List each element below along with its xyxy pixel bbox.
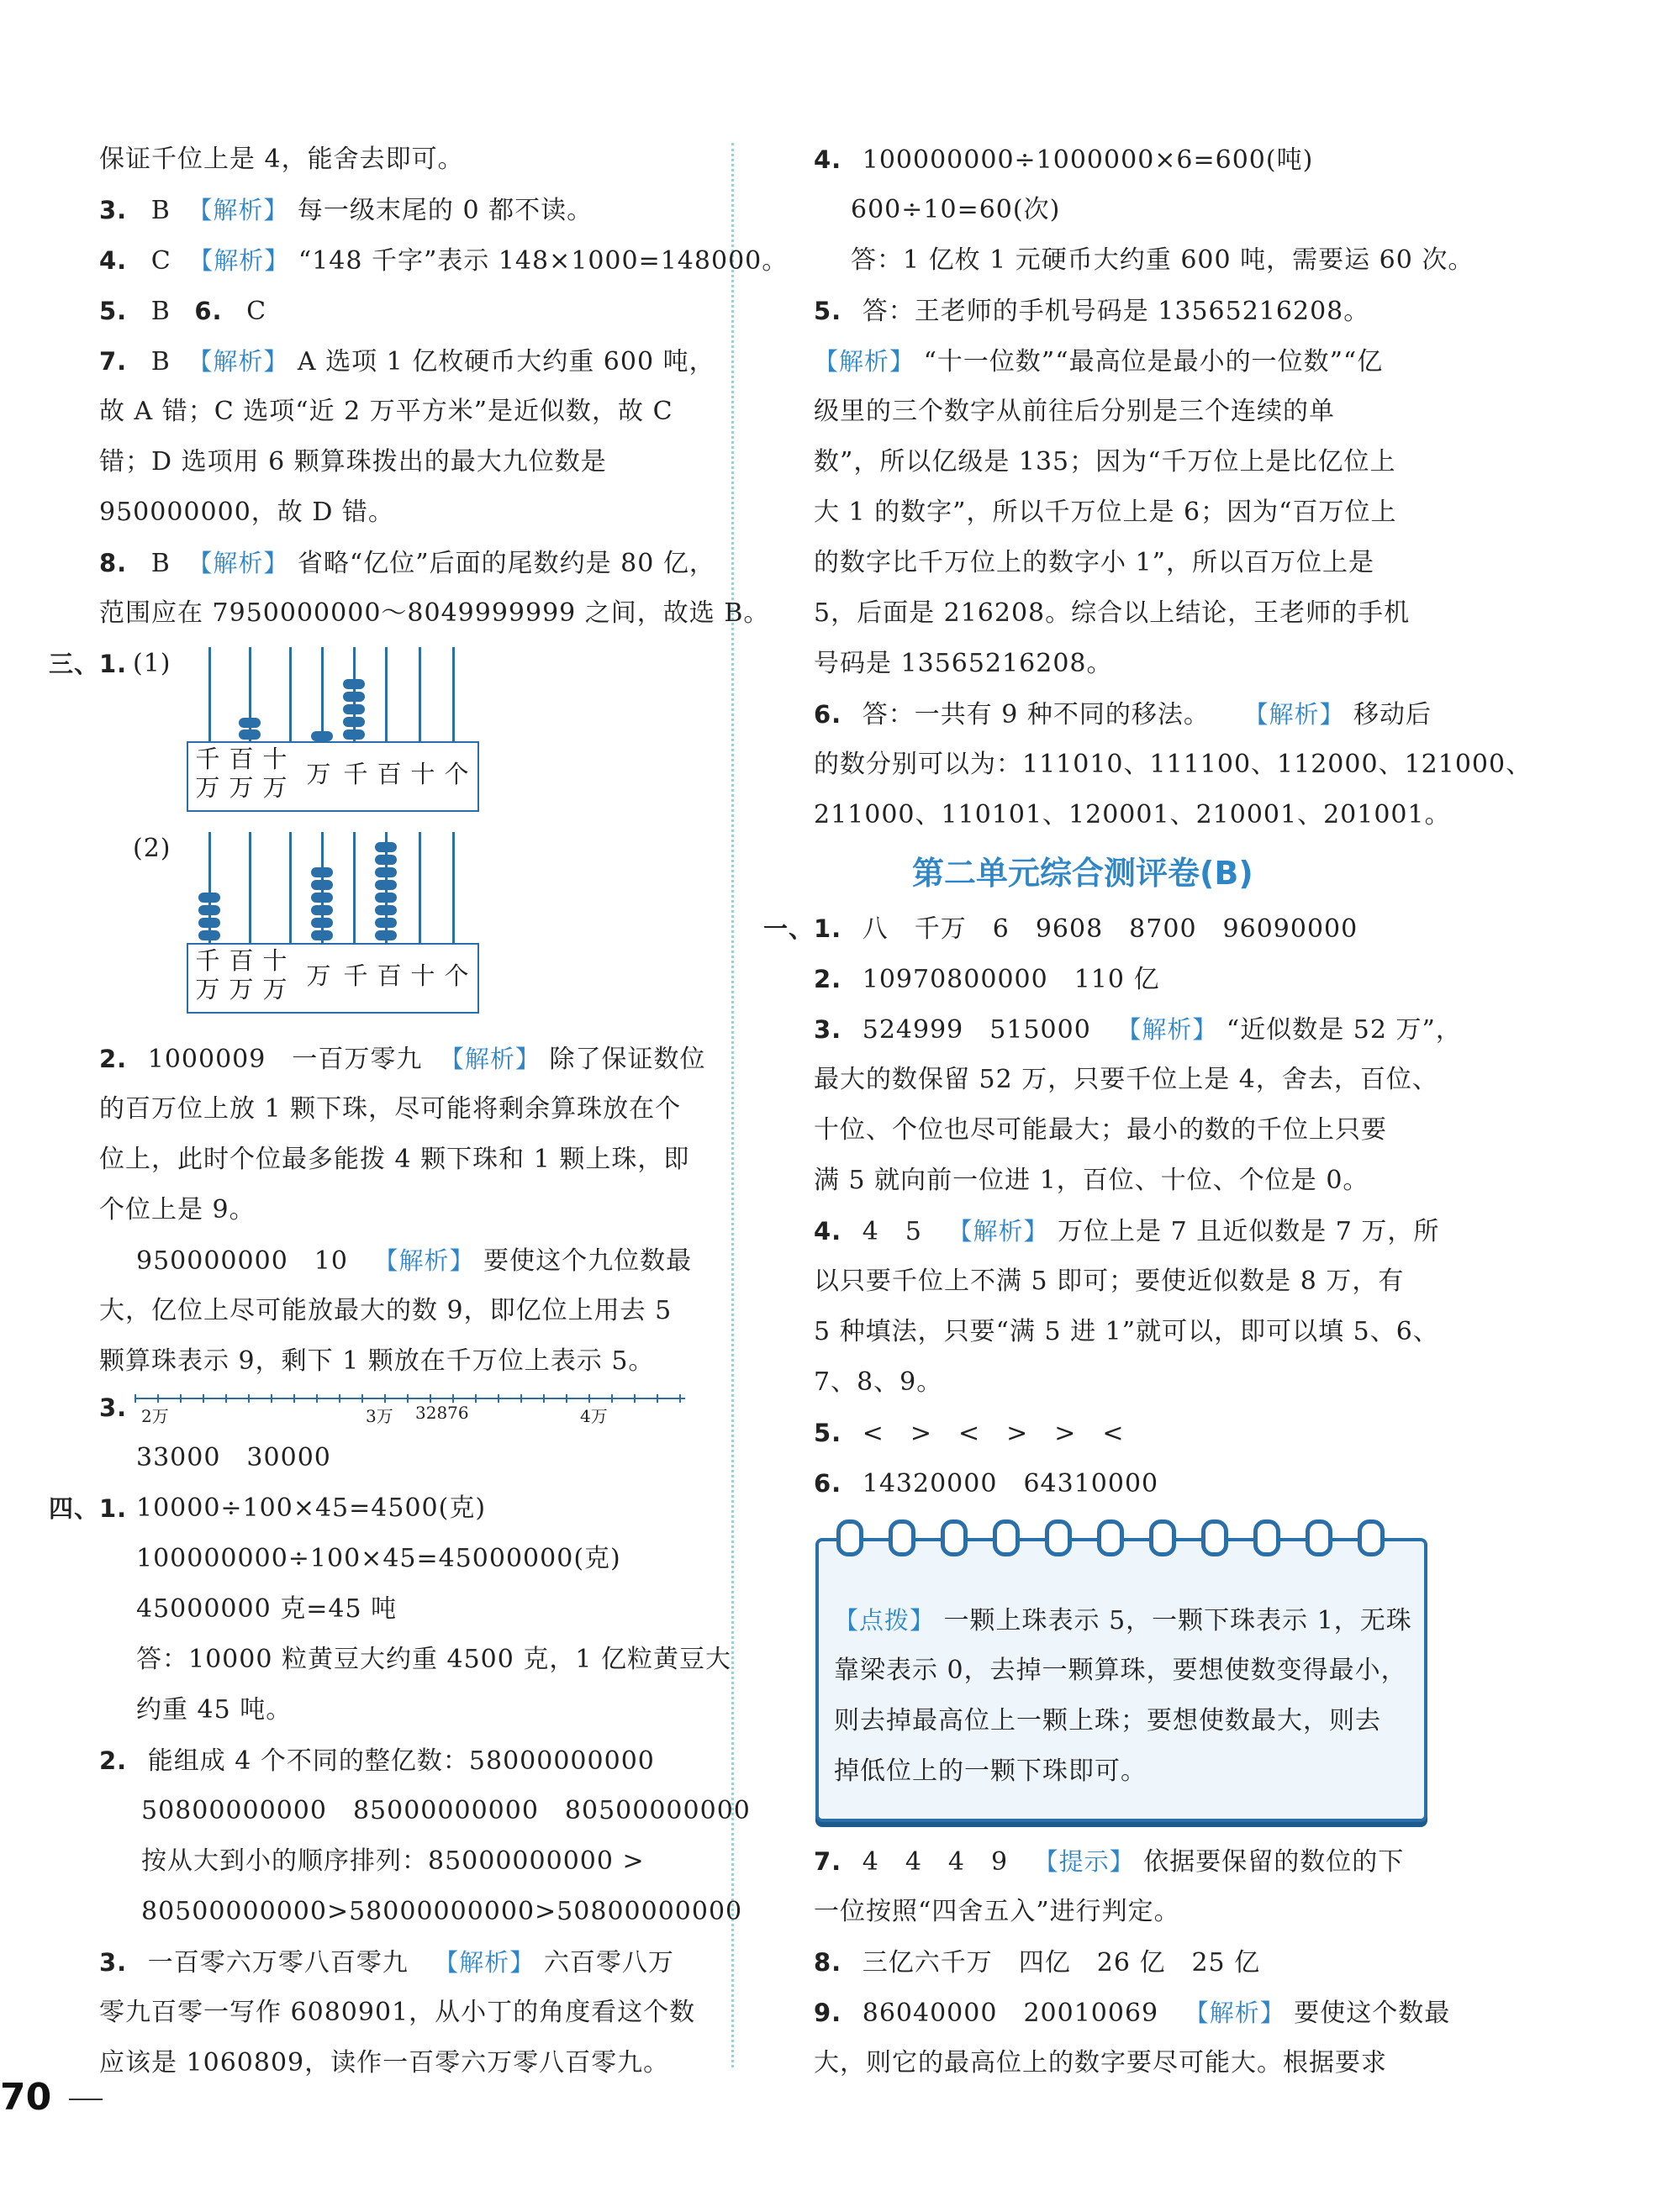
text-line: 以只要千位上不满 5 即可；要使近似数是 8 万，有 bbox=[814, 1267, 1405, 1296]
number-line-tick bbox=[157, 1394, 159, 1403]
tip-text: 则去掉最高位上一颗上珠；要想使数最大，则去 bbox=[834, 1706, 1381, 1735]
page-number-rule bbox=[69, 2099, 103, 2100]
abacus-bead bbox=[343, 704, 365, 714]
answer-1-5 bbox=[814, 1416, 1125, 1451]
text-line: 80500000000>58000000000>50800000000 bbox=[141, 1897, 743, 1926]
text-line: 的数分别可以为：111010、111100、112000、121000、 bbox=[814, 750, 1532, 779]
answer-1-4 bbox=[814, 1214, 1439, 1249]
answer-value: < > < > > < bbox=[862, 1419, 1125, 1448]
binding-ring bbox=[1358, 1519, 1385, 1556]
label-ge: 个 bbox=[444, 760, 469, 788]
section-1-label: 一、1. bbox=[763, 914, 842, 943]
answer-text: 八 千万 6 9608 8700 96090000 bbox=[862, 914, 1358, 944]
answer-explanation: 除了保证数位 bbox=[549, 1045, 706, 1074]
answer-1-6 bbox=[814, 1467, 1158, 1501]
part-label: (1) bbox=[133, 649, 171, 678]
abacus-rod bbox=[289, 832, 292, 950]
analysis-tag: 【解析】 bbox=[814, 347, 915, 376]
answer-1-8 bbox=[814, 1946, 1260, 1980]
abacus-2 bbox=[187, 832, 479, 1025]
binding-ring bbox=[1306, 1519, 1332, 1556]
number-line-tick bbox=[657, 1394, 658, 1403]
text-line: 号码是 13565216208。 bbox=[814, 649, 1113, 678]
text-line: 211000、110101、120001、210001、201001。 bbox=[814, 800, 1451, 830]
question-number: 3. bbox=[99, 1948, 128, 1977]
text-line: 5，后面是 216208。综合以上结论，王老师的手机 bbox=[814, 598, 1411, 628]
analysis-tag: 【解析】 bbox=[188, 246, 290, 275]
number-line-tick bbox=[452, 1394, 454, 1403]
answer-value: 86040000 20010069 bbox=[862, 1999, 1159, 2028]
number-line-tick bbox=[361, 1394, 363, 1403]
answer-text: 10970800000 110 亿 bbox=[862, 965, 1160, 994]
number-line-tick bbox=[384, 1394, 386, 1403]
analysis-tag: 【解析】 bbox=[947, 1217, 1049, 1246]
text-line: 位上，此时个位最多能拨 4 颗下珠和 1 颗上珠，即 bbox=[99, 1145, 690, 1174]
answer-value: 三亿六千万 四亿 26 亿 25 亿 bbox=[862, 1948, 1261, 1978]
label-shiwan: 十万 bbox=[262, 745, 288, 802]
answer-value: C bbox=[246, 297, 267, 326]
answer-1-7 bbox=[814, 1845, 1404, 1879]
abacus-rod bbox=[249, 832, 251, 950]
label-qianwan: 千万 bbox=[195, 745, 220, 802]
abacus-bead bbox=[375, 880, 397, 890]
number-line-tick bbox=[430, 1394, 431, 1403]
text-line: 950000000，故 D 错。 bbox=[99, 498, 394, 527]
number-line-tick bbox=[225, 1394, 227, 1403]
abacus-rod bbox=[452, 647, 455, 748]
answer-explanation: 省略“亿位”后面的尾数约是 80 亿， bbox=[297, 549, 715, 578]
answer-7 bbox=[99, 345, 715, 379]
question-number: 7. bbox=[814, 1847, 842, 1876]
answer-3-2b bbox=[136, 1244, 692, 1278]
section-4-label: 四、1. bbox=[49, 1494, 128, 1523]
number-line-tick bbox=[475, 1394, 477, 1403]
tip-text: 靠梁表示 0，去掉一颗算珠，要想使数变得最小， bbox=[834, 1656, 1407, 1685]
abacus-bead bbox=[311, 918, 333, 928]
abacus-bead bbox=[343, 717, 365, 727]
number-line-tick bbox=[135, 1394, 136, 1403]
number-line-label: 4万 bbox=[580, 1406, 608, 1426]
analysis-line bbox=[814, 345, 1383, 379]
answer-explanation: 依据要保留的数位的下 bbox=[1143, 1847, 1405, 1877]
abacus-rod bbox=[419, 832, 421, 950]
number-line-tick bbox=[203, 1394, 204, 1403]
text-line: 50800000000 85000000000 80500000000 bbox=[141, 1796, 751, 1825]
answer-value: 14320000 64310000 bbox=[862, 1469, 1159, 1498]
abacus-rod bbox=[208, 647, 211, 748]
question-number: 3. bbox=[99, 1393, 128, 1422]
text-line: 一位按照“四舍五入”进行判定。 bbox=[814, 1897, 1180, 1926]
binding-ring bbox=[993, 1519, 1020, 1556]
text-line: 十位、个位也尽可能最大；最小的数的千位上只要 bbox=[814, 1115, 1387, 1145]
answer-explanation: 万位上是 7 且近似数是 7 万，所 bbox=[1058, 1217, 1440, 1246]
section-3-label: 三、1. bbox=[49, 650, 128, 678]
tip-text: 掉低位上的一颗下珠即可。 bbox=[834, 1756, 1147, 1786]
abacus-bead bbox=[311, 893, 333, 903]
column-divider bbox=[731, 143, 734, 2067]
answer-value: 4 4 4 9 bbox=[862, 1847, 1009, 1877]
answer-value: 一百零六万零八百零九 bbox=[147, 1948, 409, 1978]
abacus-bead bbox=[239, 729, 261, 740]
label-bai: 百 bbox=[377, 760, 402, 788]
text-line: 最大的数保留 52 万，只要千位上是 4，舍去，百位、 bbox=[814, 1065, 1438, 1094]
question-number: 2. bbox=[99, 1746, 128, 1775]
number-line-tick bbox=[543, 1394, 545, 1403]
label-wan: 万 bbox=[306, 961, 331, 990]
text-line: 数”，所以亿级是 135；因为“千万位上是比亿位上 bbox=[814, 447, 1396, 477]
abacus-bead bbox=[343, 729, 365, 740]
answer-1-2 bbox=[814, 962, 1160, 997]
number-line-tick bbox=[293, 1394, 295, 1403]
answer-text: 答：王老师的手机号码是 13565216208。 bbox=[862, 297, 1370, 326]
label-ge: 个 bbox=[444, 961, 469, 990]
answer-value: B bbox=[150, 549, 171, 578]
text-line: 应该是 1060809，读作一百零六万零八百零九。 bbox=[99, 2048, 670, 2078]
question-number: 4. bbox=[99, 246, 128, 275]
analysis-tag: 【解析】 bbox=[1243, 700, 1345, 729]
answer-value: 524999 515000 bbox=[862, 1015, 1091, 1045]
text-line: 颗算珠表示 9，剩下 1 颗放在千万位上表示 5。 bbox=[99, 1346, 655, 1376]
text-line: 大，则它的最高位上的数字要尽可能大。根据要求 bbox=[814, 2048, 1387, 2078]
question-number: 5. bbox=[814, 1419, 842, 1447]
question-number: 8. bbox=[814, 1948, 842, 1977]
abacus-rod bbox=[385, 647, 388, 748]
abacus-bead bbox=[375, 930, 397, 940]
question-number: 3. bbox=[814, 1015, 842, 1044]
question-number: 8. bbox=[99, 549, 128, 577]
answer-explanation: 要使这个九位数最 bbox=[483, 1246, 693, 1276]
question-number: 7. bbox=[99, 347, 128, 376]
answer-explanation: 每一级末尾的 0 都不读。 bbox=[297, 196, 593, 225]
answer-4-2 bbox=[99, 1744, 655, 1778]
text-line: 个位上是 9。 bbox=[99, 1195, 256, 1224]
abacus-bead bbox=[375, 842, 397, 852]
text-line: 约重 45 吨。 bbox=[136, 1695, 293, 1725]
abacus-bead bbox=[375, 905, 397, 915]
number-line-tick bbox=[407, 1394, 409, 1403]
answer-value: 950000000 10 bbox=[136, 1246, 348, 1276]
abacus-bead bbox=[198, 893, 220, 903]
answer-value: C bbox=[150, 246, 171, 276]
text-line: 大 1 的数字”，所以千万位上是 6；因为“百万位上 bbox=[814, 498, 1397, 527]
text-line: 45000000 克=45 吨 bbox=[136, 1594, 398, 1624]
binding-ring bbox=[1097, 1519, 1124, 1556]
answer-4-3 bbox=[99, 1946, 674, 1980]
answer-text: 答：一共有 9 种不同的移法。 bbox=[862, 700, 1210, 729]
answer-value: B bbox=[150, 297, 171, 326]
answer-text: 能组成 4 个不同的整亿数：58000000000 bbox=[147, 1746, 655, 1776]
text-line: 的数字比千万位上的数字小 1”，所以百万位上是 bbox=[814, 548, 1374, 577]
part-label: (2) bbox=[133, 834, 171, 863]
question-number: 9. bbox=[814, 1999, 842, 2027]
text-line: 100000000÷100×45=45000000(克) bbox=[136, 1544, 621, 1573]
question-number: 4. bbox=[814, 145, 842, 174]
answer-explanation: “十一位数”“最高位是最小的一位数”“亿 bbox=[923, 347, 1384, 377]
number-line-tick bbox=[248, 1394, 250, 1403]
text-line: 满 5 就向前一位进 1，百位、十位、个位是 0。 bbox=[814, 1166, 1369, 1195]
answer-3-2 bbox=[99, 1042, 705, 1077]
analysis-tag: 【解析】 bbox=[439, 1045, 541, 1073]
tip-line bbox=[834, 1604, 1412, 1638]
analysis-tag: 【解析】 bbox=[187, 347, 289, 376]
number-line-tick bbox=[339, 1394, 340, 1403]
analysis-tag: 【解析】 bbox=[373, 1246, 475, 1275]
answer-3 bbox=[99, 193, 593, 228]
answer-explanation: A 选项 1 亿枚硬币大约重 600 吨， bbox=[297, 347, 715, 377]
analysis-tag: 【解析】 bbox=[434, 1948, 535, 1977]
answer-explanation: “148 千字”表示 148×1000=148000。 bbox=[298, 246, 789, 276]
answer-value: B bbox=[150, 196, 171, 225]
question-number: 6. bbox=[814, 1469, 842, 1498]
question-number: 5. bbox=[99, 297, 128, 325]
question-number: 6. bbox=[194, 297, 223, 325]
abacus-rod bbox=[353, 832, 356, 950]
text-line: 范围应在 7950000000～8049999999 之间，故选 B。 bbox=[99, 598, 770, 628]
answer-explanation: 要使这个数最 bbox=[1294, 1999, 1451, 2028]
question-number: 4. bbox=[814, 1217, 842, 1246]
abacus-bead bbox=[198, 905, 220, 915]
binding-ring bbox=[1253, 1519, 1280, 1556]
tip-tag: 【点拨】 bbox=[834, 1606, 936, 1635]
text-line: 零九百零一写作 6080901，从小丁的角度看这个数 bbox=[99, 1998, 696, 2027]
abacus-bead bbox=[311, 930, 333, 940]
label-shi: 十 bbox=[410, 961, 435, 990]
label-bai: 百 bbox=[377, 961, 402, 990]
label-qian: 千 bbox=[343, 961, 368, 990]
label-qian: 千 bbox=[343, 760, 368, 788]
question-number: 2. bbox=[99, 1045, 128, 1073]
number-line-value: 32876 bbox=[415, 1403, 469, 1423]
answer-1-3 bbox=[814, 1013, 1462, 1047]
text-line: 答：10000 粒黄豆大约重 4500 克，1 亿粒黄豆大 bbox=[136, 1645, 732, 1674]
label-qianwan: 千万 bbox=[195, 946, 220, 1003]
number-line bbox=[135, 1398, 685, 1426]
analysis-tag: 【解析】 bbox=[187, 549, 289, 577]
binding-ring bbox=[836, 1519, 863, 1556]
answer-5 bbox=[814, 294, 1369, 329]
text-line: 7、8、9。 bbox=[814, 1367, 943, 1397]
abacus-bead bbox=[239, 718, 261, 728]
answer-8 bbox=[99, 546, 715, 581]
abacus-bead bbox=[375, 893, 397, 903]
answer-explanation: 移动后 bbox=[1353, 700, 1432, 729]
label-baiwan: 百万 bbox=[229, 745, 254, 802]
tip-text: 一颗上珠表示 5，一颗下珠表示 1，无珠 bbox=[943, 1606, 1412, 1635]
label-wan: 万 bbox=[306, 760, 331, 788]
abacus-rod bbox=[419, 647, 421, 748]
abacus-bead bbox=[311, 880, 333, 890]
analysis-tag: 【解析】 bbox=[1184, 1999, 1285, 2027]
text-line: 答：1 亿枚 1 元硬币大约重 600 吨，需要运 60 次。 bbox=[851, 245, 1474, 275]
answer-value: 1000009 一百万零九 bbox=[147, 1045, 423, 1074]
answer-6 bbox=[814, 698, 1432, 732]
question-number: 3. bbox=[99, 196, 128, 224]
abacus-rod bbox=[452, 832, 455, 950]
text-line: 大，亿位上尽可能放最大的数 9，即亿位上用去 5 bbox=[99, 1296, 673, 1325]
analysis-tag: 【解析】 bbox=[1116, 1015, 1218, 1044]
binding-ring bbox=[1201, 1519, 1228, 1556]
question-number: 5. bbox=[814, 297, 842, 325]
text-line: 的百万位上放 1 颗下珠，尽可能将剩余算珠放在个 bbox=[99, 1094, 682, 1124]
binding-ring bbox=[941, 1519, 968, 1556]
number-line-tick bbox=[611, 1394, 613, 1403]
answer-4 bbox=[99, 244, 788, 278]
question-number: 6. bbox=[814, 700, 842, 729]
binding-ring bbox=[889, 1519, 915, 1556]
number-line-tick bbox=[566, 1394, 567, 1403]
answer-value: 4 5 bbox=[862, 1217, 922, 1246]
section-title: 第二单元综合测评卷(B) bbox=[912, 855, 1253, 892]
text-line: 10000÷100×45=4500(克) bbox=[136, 1493, 487, 1523]
abacus-bead bbox=[311, 905, 333, 915]
answer-explanation: 六百零八万 bbox=[543, 1948, 674, 1978]
number-line-tick bbox=[634, 1394, 636, 1403]
abacus-bead bbox=[198, 918, 220, 928]
abacus-bead bbox=[343, 692, 365, 702]
abacus-rod bbox=[289, 647, 292, 748]
abacus-bead bbox=[311, 867, 333, 877]
abacus-1 bbox=[187, 647, 479, 815]
page-number: 70 bbox=[0, 2076, 52, 2119]
number-line-tick bbox=[679, 1394, 681, 1403]
abacus-bead bbox=[343, 679, 365, 689]
answer-explanation: “近似数是 52 万”， bbox=[1226, 1015, 1462, 1045]
answer-1-9 bbox=[814, 1996, 1450, 2030]
label-shi: 十 bbox=[410, 760, 435, 788]
label-baiwan: 百万 bbox=[229, 946, 254, 1003]
label-shiwan: 十万 bbox=[262, 946, 288, 1003]
abacus-bead bbox=[375, 918, 397, 928]
number-line-tick bbox=[498, 1394, 499, 1403]
text-line: 级里的三个数字从前往后分别是三个连续的单 bbox=[814, 397, 1335, 426]
text-line: 错；D 选项用 6 颗算珠拨出的最大九位数是 bbox=[99, 447, 607, 477]
question-number: 2. bbox=[814, 965, 842, 993]
number-line-tick bbox=[520, 1394, 522, 1403]
answer-text: 100000000÷1000000×6=600(吨) bbox=[862, 145, 1314, 175]
text-line: 按从大到小的顺序排列：85000000000 > bbox=[141, 1846, 645, 1876]
text-line: 保证千位上是 4，能舍去即可。 bbox=[99, 145, 464, 174]
number-line-tick bbox=[316, 1394, 318, 1403]
number-line-label: 3万 bbox=[366, 1406, 393, 1426]
number-line-tick bbox=[588, 1394, 590, 1403]
answer-4 bbox=[814, 143, 1313, 177]
abacus-bead bbox=[311, 731, 333, 741]
answer-value: 33000 30000 bbox=[136, 1443, 331, 1472]
text-line: 故 A 错；C 选项“近 2 万平方米”是近似数，故 C bbox=[99, 397, 673, 426]
abacus-bead bbox=[375, 855, 397, 865]
abacus-bead bbox=[198, 930, 220, 940]
analysis-tag: 【解析】 bbox=[187, 196, 289, 224]
text-line: 5 种填法，只要“满 5 进 1”就可以，即可以填 5、6、 bbox=[814, 1317, 1439, 1346]
abacus-bead bbox=[375, 867, 397, 877]
binding-ring bbox=[1045, 1519, 1072, 1556]
number-line-label: 2万 bbox=[141, 1406, 169, 1426]
text-line: 600÷10=60(次) bbox=[851, 195, 1061, 224]
answer-5-6 bbox=[99, 294, 266, 329]
number-line-tick bbox=[271, 1394, 272, 1403]
binding-ring bbox=[1149, 1519, 1176, 1556]
hint-tag: 【提示】 bbox=[1033, 1847, 1135, 1876]
number-line-tick bbox=[180, 1394, 182, 1403]
answer-value: B bbox=[150, 347, 171, 377]
answer-1-1 bbox=[763, 912, 1358, 946]
